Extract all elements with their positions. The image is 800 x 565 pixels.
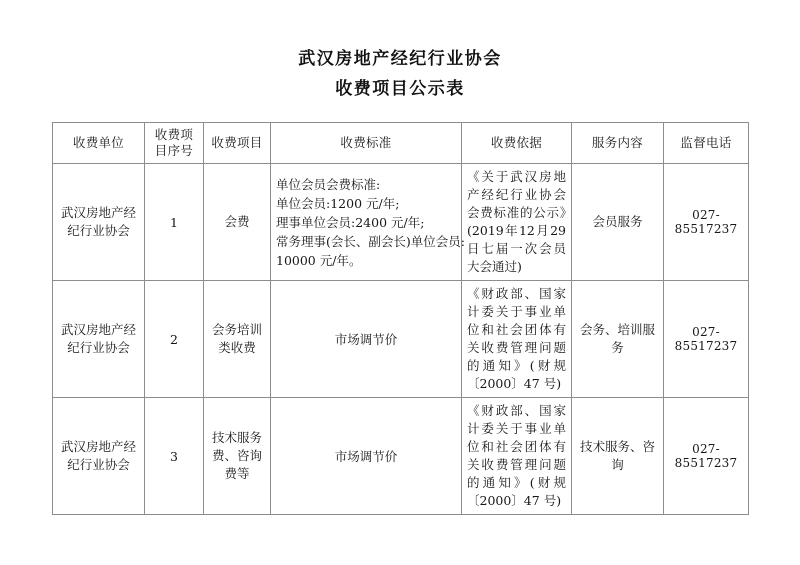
cell-basis: 《财政部、国家计委关于事业单位和社会团体有关收费管理问题的通知》(财规〔2000〕47 号) [462, 398, 572, 515]
table-row [53, 281, 749, 398]
page-title-primary: 武汉房地产经纪行业协会 [298, 49, 502, 69]
column-header-basis: 收费依据 [462, 123, 572, 164]
cell-unit: 武汉房地产经纪行业协会 [53, 164, 145, 281]
standard-line: 单位会员会费标准: [276, 176, 381, 192]
cell-unit: 武汉房地产经纪行业协会 [53, 281, 145, 398]
column-header-unit: 收费单位 [53, 123, 145, 164]
cell-sequence: 2 [145, 281, 204, 398]
table-body [53, 164, 749, 515]
table-row [53, 398, 749, 515]
standard-line: 10000 元/年。 [276, 252, 362, 268]
cell-supervision-tel: 027-85517237 [664, 164, 749, 281]
table-header-row [53, 123, 749, 164]
cell-service: 会务、培训服务 [572, 281, 664, 398]
cell-unit: 武汉房地产经纪行业协会 [53, 398, 145, 515]
column-header-item: 收费项目 [204, 123, 271, 164]
table-row [53, 164, 749, 281]
table-header [53, 123, 749, 164]
standard-line: 理事单位会员:2400 元/年; [276, 214, 425, 230]
cell-standard: 市场调节价 [271, 281, 462, 398]
fee-disclosure-table [52, 122, 749, 515]
column-header-service: 服务内容 [572, 123, 664, 164]
cell-standard: 市场调节价 [271, 398, 462, 515]
cell-basis: 《关于武汉房地产经纪行业协会会费标准的公示》(2019年12月29日七届一次会员大会通过) [462, 164, 572, 281]
cell-standard [271, 164, 465, 281]
column-header-standard: 收费标准 [271, 123, 462, 164]
standard-line: 常务理事(会长、副会长)单位会员: [276, 233, 465, 249]
fee-table-container [52, 122, 748, 515]
cell-sequence: 3 [145, 398, 204, 515]
cell-item: 会务培训类收费 [204, 281, 271, 398]
column-header-sequence: 收费项目序号 [145, 123, 204, 164]
cell-sequence: 1 [145, 164, 204, 281]
document-title-block [0, 0, 800, 104]
cell-service: 技术服务、咨询 [572, 398, 664, 515]
cell-service: 会员服务 [572, 164, 664, 281]
cell-supervision-tel: 027-85517237 [664, 398, 749, 515]
cell-supervision-tel: 027-85517237 [664, 281, 749, 398]
cell-item: 会费 [204, 164, 271, 281]
standard-line: 单位会员:1200 元/年; [276, 195, 400, 211]
column-header-tel: 监督电话 [664, 123, 749, 164]
page-title-secondary: 收费项目公示表 [335, 79, 465, 99]
cell-basis: 《财政部、国家计委关于事业单位和社会团体有关收费管理问题的通知》(财规〔2000〕47 号) [462, 281, 572, 398]
cell-item: 技术服务费、咨询费等 [204, 398, 271, 515]
